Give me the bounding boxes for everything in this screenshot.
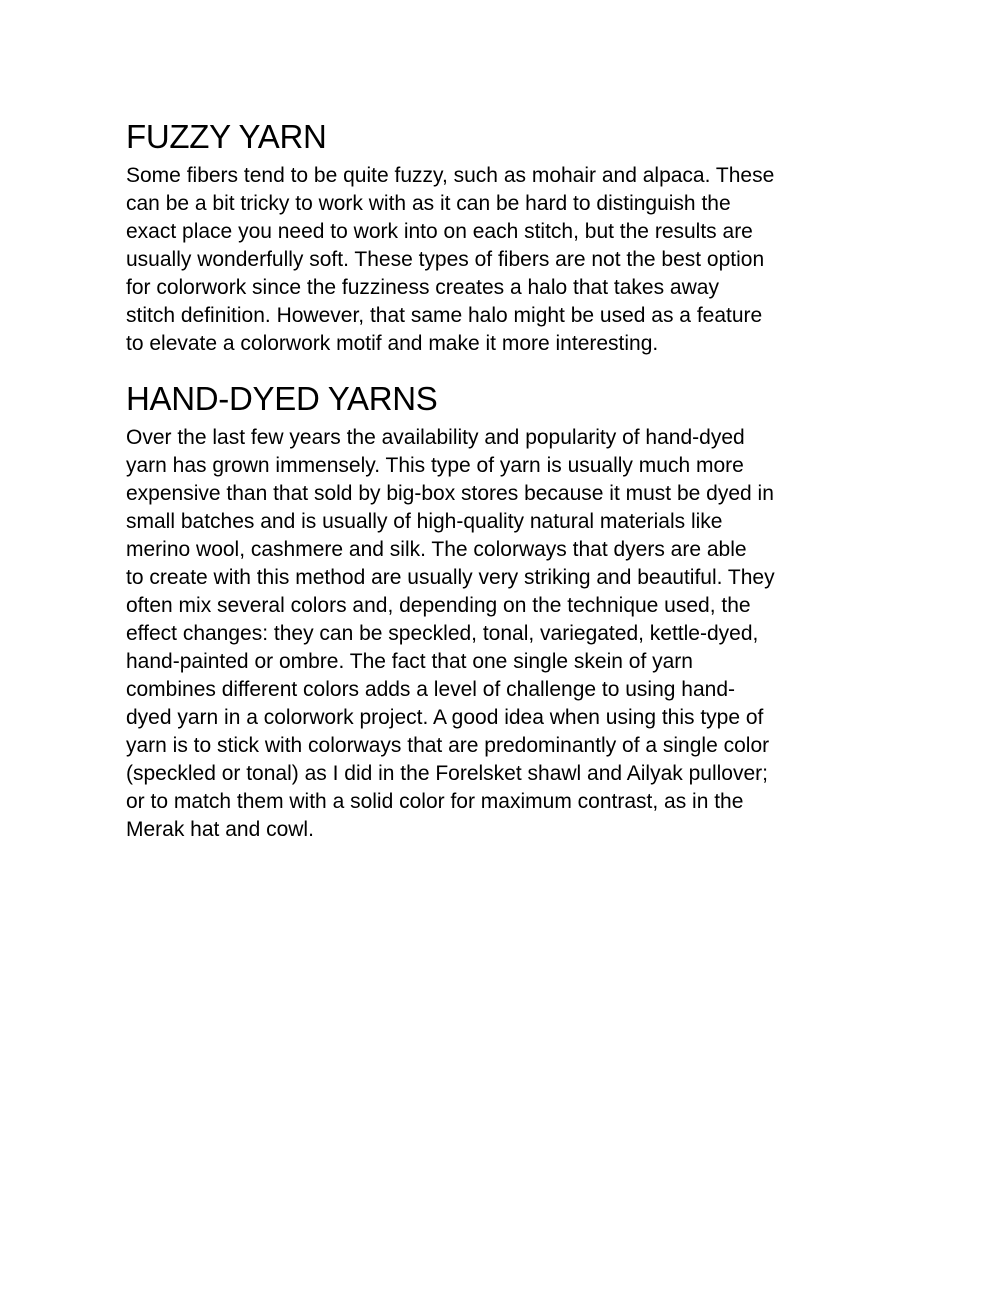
section-heading: FUZZY YARN <box>126 118 327 155</box>
paragraph-line: can be a bit tricky to work with as it can be hard to distinguish the <box>126 192 731 215</box>
paragraph-line: to elevate a colorwork motif and make it more interesting. <box>126 332 659 355</box>
paragraph-line: Some fibers tend to be quite fuzzy, such as mohair and alpaca. These <box>126 164 775 187</box>
paragraph-line: dyed yarn in a colorwork project. A good idea when using this type of <box>126 706 764 729</box>
paragraph-line: stitch definition. However, that same halo might be used as a feature <box>126 304 763 327</box>
paragraph-line: often mix several colors and, depending on the technique used, the <box>126 594 751 617</box>
paragraph-line: for colorwork since the fuzziness creates a halo that takes away <box>126 276 719 299</box>
section-paragraph <box>126 424 906 844</box>
paragraph-line: expensive than that sold by big-box stores because it must be dyed in <box>126 482 774 505</box>
paragraph-line: combines different colors adds a level of challenge to using hand- <box>126 678 735 701</box>
paragraph-line: yarn has grown immensely. This type of yarn is usually much more <box>126 454 744 477</box>
paragraph-line: merino wool, cashmere and silk. The colorways that dyers are able <box>126 538 747 561</box>
paragraph-line: exact place you need to work into on each stitch, but the results are <box>126 220 753 243</box>
document-page <box>126 116 906 844</box>
paragraph-line: usually wonderfully soft. These types of fibers are not the best option <box>126 248 765 271</box>
paragraph-line: Merak hat and cowl. <box>126 818 314 841</box>
section-heading: HAND-DYED YARNS <box>126 380 438 417</box>
paragraph-line: yarn is to stick with colorways that are predominantly of a single color <box>126 734 770 757</box>
paragraph-line: or to match them with a solid color for maximum contrast, as in the <box>126 790 744 813</box>
paragraph-line: to create with this method are usually very striking and beautiful. They <box>126 566 775 589</box>
section-fuzzy-yarn <box>126 116 906 358</box>
paragraph-line: (speckled or tonal) as I did in the Forelsket shawl and Ailyak pullover; <box>126 762 768 785</box>
section-paragraph <box>126 162 906 358</box>
paragraph-line: hand-painted or ombre. The fact that one single skein of yarn <box>126 650 693 673</box>
section-hand-dyed-yarns <box>126 378 906 844</box>
paragraph-line: small batches and is usually of high-quality natural materials like <box>126 510 723 533</box>
paragraph-line: Over the last few years the availability and popularity of hand-dyed <box>126 426 745 449</box>
paragraph-line: effect changes: they can be speckled, tonal, variegated, kettle-dyed, <box>126 622 759 645</box>
